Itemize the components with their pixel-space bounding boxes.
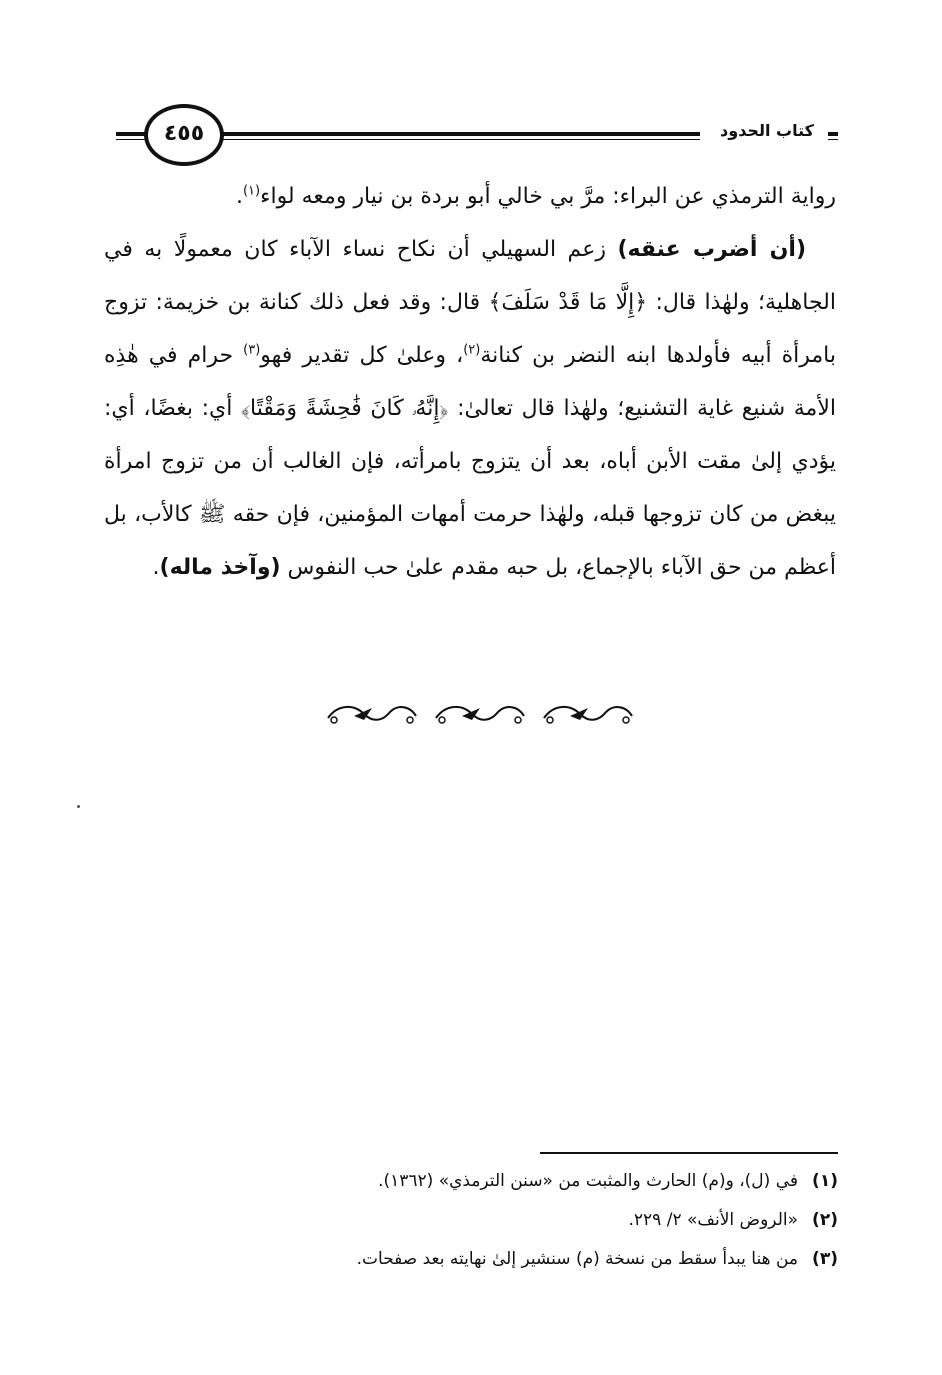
footnote-ref-2: (٢) [463, 342, 481, 358]
footnote-2 [104, 1201, 838, 1240]
scan-speck [77, 805, 80, 808]
paragraph-2-end: . [152, 555, 160, 580]
footnote-text: في (ل)، و(م) الحارث والمثبت من «سنن الترمذي» (١٣٦٢). [378, 1171, 798, 1191]
footnotes [104, 1162, 838, 1279]
footnote-number: (٢) [812, 1210, 838, 1230]
footnote-1 [104, 1162, 838, 1201]
footnote-separator [540, 1152, 838, 1154]
paragraph-1 [104, 170, 836, 223]
bold-phrase-start: (أن أضرب عنقه) [617, 237, 806, 262]
ornament-divider [320, 700, 640, 736]
paragraph-2-text-a: زعم السهيلي أن نكاح نساء الآباء كان معمولًا به في الجاهلية؛ ولهٰذا قال: ﴿إِلَّا مَا قَدْ سَلَفَ﴾ قال: وقد فعل ذلك كنانة بن خزيمة: تزوج بامرأة أبيه فأولدها ابنه النضر بن كنانة [104, 237, 837, 368]
ornament-center-icon [432, 700, 528, 730]
running-title: كتاب الحدود [720, 121, 814, 140]
paragraph-1-text: رواية الترمذي عن البراء: مرَّ بي خالي أبو بردة بن نيار ومعه لواء [260, 184, 836, 209]
paragraph-2 [104, 223, 836, 594]
main-text [104, 170, 836, 594]
paragraph-1-end: . [235, 184, 243, 209]
footnote-number: (٣) [812, 1249, 838, 1269]
paragraph-2-text-b: ، وعلىٰ كل تقدير فهو [260, 343, 464, 368]
page-number-badge [144, 104, 224, 166]
footnote-ref-1: (١) [242, 183, 261, 199]
footnote-ref-3: (٣) [243, 342, 261, 358]
ornament-left-icon [324, 700, 420, 730]
footnote-text: «الروض الأنف» ٢/ ٢٢٩. [628, 1210, 798, 1230]
footnote-text: من هنا يبدأ سقط من نسخة (م) سنشير إلىٰ نهايته بعد صفحات. [356, 1249, 798, 1269]
bold-phrase-end: (وآخذ ماله) [159, 555, 281, 580]
footnote-3 [104, 1240, 838, 1279]
page-number: ٤٥٥ [163, 121, 205, 146]
paragraph-2-text-c: حرام في هٰذِه الأمة شنيع غاية التشنيع؛ ولهٰذا قال تعالىٰ: ﴿إِنَّهُۥ كَانَ فَٰحِشَةً وَمَقْتًا﴾ أي: بغضًا، أي: يؤدي إلىٰ مقت الأبن أباه، بعد أن يتزوج بامرأته، فإن الغالب أن من تزوج امرأة يبغض من كان تزوجها قبله، ولهٰذا حرمت أمهات المؤمنين، فإن حقه ﷺ كالأب، بل أعظم من حق الآباء بالإجماع، بل حبه مقدم علىٰ حب النفوس [104, 343, 836, 580]
footnote-number: (١) [812, 1171, 838, 1191]
ornament-right-icon [540, 700, 636, 730]
